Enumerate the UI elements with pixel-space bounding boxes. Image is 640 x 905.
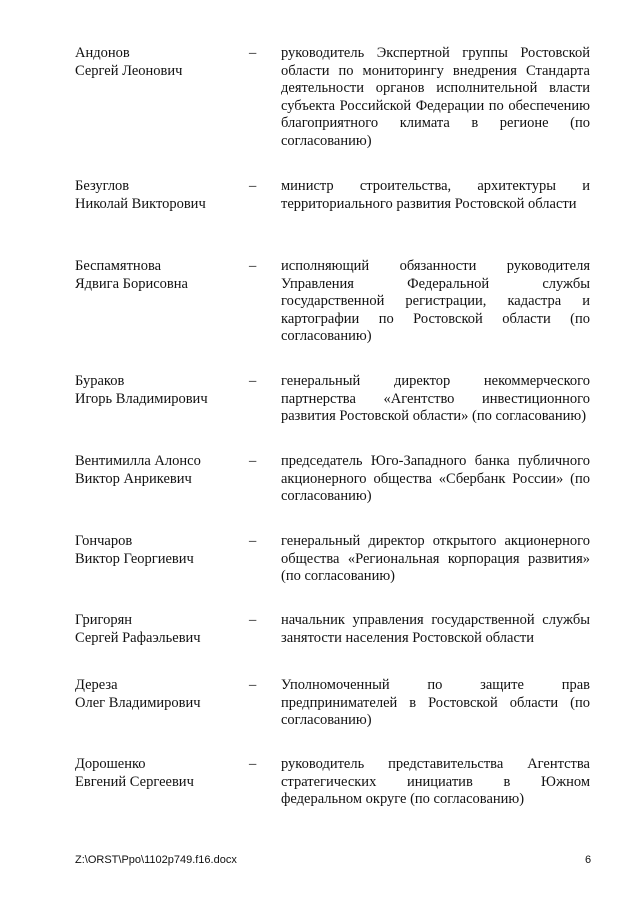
member-surname: Безуглов bbox=[75, 178, 130, 194]
member-surname: Григорян bbox=[75, 612, 132, 628]
member-surname: Дорошенко bbox=[75, 756, 146, 772]
member-given-name: Ядвига Борисовна bbox=[75, 275, 188, 292]
member-given-name: Николай Викторович bbox=[75, 195, 206, 212]
member-name bbox=[75, 178, 245, 213]
member-role: генеральный директор некоммерческого партнерства «Агентство инвестиционного развития Ростовской области» (по согласованию) bbox=[281, 373, 590, 424]
member-surname: Беспамятнова bbox=[75, 258, 162, 274]
footer-page-number: 6 bbox=[585, 854, 592, 866]
member-name bbox=[75, 373, 245, 408]
member-given-name: Олег Владимирович bbox=[75, 694, 201, 711]
dash-separator: – bbox=[249, 533, 257, 549]
member-role: генеральный директор открытого акционерного общества «Региональная корпорация развития» (по согласованию) bbox=[281, 533, 590, 584]
member-given-name: Виктор Георгиевич bbox=[75, 550, 194, 567]
member-name bbox=[75, 533, 245, 568]
member-given-name: Игорь Владимирович bbox=[75, 390, 208, 407]
member-name bbox=[75, 756, 245, 791]
member-given-name: Сергей Рафаэльевич bbox=[75, 629, 201, 646]
member-name bbox=[75, 45, 245, 80]
member-name bbox=[75, 612, 245, 647]
member-surname: Андонов bbox=[75, 45, 130, 61]
member-surname: Гончаров bbox=[75, 533, 133, 549]
dash-separator: – bbox=[249, 373, 257, 389]
member-given-name: Сергей Леонович bbox=[75, 62, 183, 79]
member-surname: Дереза bbox=[75, 677, 118, 693]
member-role: руководитель Экспертной группы Ростовской области по мониторингу внедрения Стандарта деятельности органов исполнительной власти субъекта Российской Федерации по обеспечению благоприятного климата в регионе (по согласованию) bbox=[281, 45, 590, 149]
member-role: председатель Юго-Западного банка публичного акционерного общества «Сбербанк России» (по согласованию) bbox=[281, 453, 590, 504]
footer-file-path: Z:\ORST\Ppo\1102p749.f16.docx bbox=[75, 854, 237, 866]
dash-separator: – bbox=[249, 756, 257, 772]
member-surname: Бураков bbox=[75, 373, 125, 389]
member-role: руководитель представительства Агентства стратегических инициатив в Южном федеральном округе (по согласованию) bbox=[281, 756, 590, 807]
dash-separator: – bbox=[249, 612, 257, 628]
dash-separator: – bbox=[249, 453, 257, 469]
member-role: исполняющий обязанности руководителя Управления Федеральной службы государственной регистрации, кадастра и картографии по Ростовской области (по согласованию) bbox=[281, 258, 590, 344]
member-name bbox=[75, 677, 245, 712]
member-role: Уполномоченный по защите прав предпринимателей в Ростовской области (по согласованию) bbox=[281, 677, 590, 728]
member-surname: Вентимилла Алонсо bbox=[75, 453, 201, 469]
member-role: начальник управления государственной службы занятости населения Ростовской области bbox=[281, 612, 590, 646]
member-name bbox=[75, 258, 245, 293]
dash-separator: – bbox=[249, 178, 257, 194]
member-given-name: Евгений Сергеевич bbox=[75, 773, 194, 790]
member-name bbox=[75, 453, 245, 488]
dash-separator: – bbox=[249, 258, 257, 274]
dash-separator: – bbox=[249, 677, 257, 693]
dash-separator: – bbox=[249, 45, 257, 61]
member-given-name: Виктор Анрикевич bbox=[75, 470, 192, 487]
member-role: министр строительства, архитектуры и территориального развития Ростовской области bbox=[281, 178, 590, 212]
